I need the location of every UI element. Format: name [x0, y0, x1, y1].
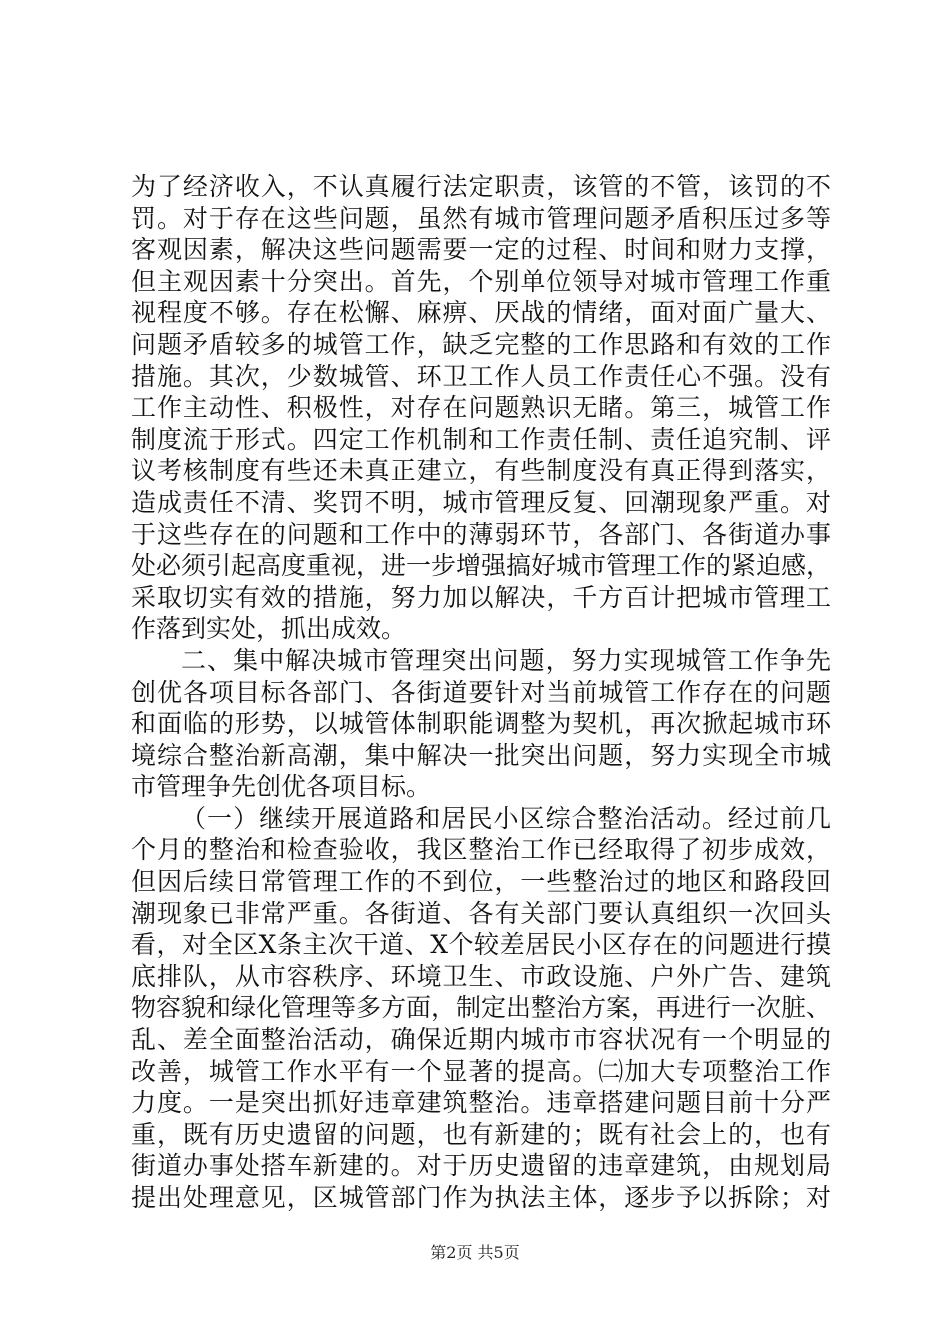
- text-line: 视程度不够。存在松懈、麻痹、厌战的情绪，面对面广量大、: [131, 298, 831, 328]
- text-line: 底排队，从市容秩序、环境卫生、市政设施、户外广告、建筑: [131, 961, 831, 991]
- text-line: 潮现象已非常严重。各街道、各有关部门要认真组织一次回头: [131, 898, 831, 928]
- text-line: 罚。对于存在这些问题，虽然有城市管理问题矛盾积压过多等: [131, 203, 831, 233]
- text-line: 街道办事处搭车新建的。对于历史遗留的违章建筑，由规划局: [131, 1151, 831, 1181]
- text-line: 境综合整治新高潮，集中解决一批突出问题，努力实现全市城: [131, 740, 831, 770]
- text-line: 作落到实处，抓出成效。: [131, 614, 407, 644]
- text-line: 客观因素，解决这些问题需要一定的过程、时间和财力支撑，: [131, 235, 831, 265]
- text-line: 措施。其次，少数城管、环卫工作人员工作责任心不强。没有: [131, 361, 831, 391]
- text-line: 乱、差全面整治活动，确保近期内城市市容状况有一个明显的: [131, 1025, 831, 1055]
- text-line: 处必须引起高度重视，进一步增强搞好城市管理工作的紧迫感，: [131, 551, 832, 581]
- text-line: 创优各项目标各部门、各街道要针对当前城管工作存在的问题: [131, 677, 831, 707]
- text-line: 但主观因素十分突出。首先，个别单位领导对城市管理工作重: [131, 266, 831, 296]
- text-line: 为了经济收入，不认真履行法定职责，该管的不管，该罚的不: [131, 172, 831, 201]
- text-line: 物容貌和绿化管理等多方面，制定出整治方案，再进行一次脏、: [131, 993, 832, 1023]
- text-line: 力度。一是突出抓好违章建筑整治。违章搭建问题目前十分严: [131, 1088, 831, 1118]
- text-line: 但因后续日常管理工作的不到位，一些整治过的地区和路段回: [131, 867, 831, 897]
- text-line: 看，对全区X条主次干道、X个较差居民小区存在的问题进行摸: [131, 930, 831, 960]
- text-line: 造成责任不清、奖罚不明，城市管理反复、回潮现象严重。对: [131, 487, 831, 517]
- text-line: 重，既有历史遗留的问题，也有新建的；既有社会上的，也有: [131, 1119, 831, 1149]
- document-body: [131, 171, 831, 1214]
- text-line: 提出处理意见，区城管部门作为执法主体，逐步予以拆除；对: [131, 1183, 831, 1212]
- text-line: 和面临的形势，以城管体制职能调整为契机，再次掀起城市环: [131, 709, 831, 739]
- page-footer: 第2页 共5页: [430, 1243, 520, 1262]
- text-line: 个月的整治和检查验收，我区整治工作已经取得了初步成效，: [131, 835, 831, 865]
- text-line: 市管理争先创优各项目标。: [131, 772, 432, 802]
- text-line: 工作主动性、积极性，对存在问题熟识无睹。第三，城管工作: [131, 393, 831, 423]
- text-line: 问题矛盾较多的城管工作，缺乏完整的工作思路和有效的工作: [131, 329, 831, 359]
- text-line: 改善，城管工作水平有一个显著的提高。㈡加大专项整治工作: [131, 1056, 831, 1086]
- text-line: 采取切实有效的措施，努力加以解决，千方百计把城市管理工: [131, 582, 831, 612]
- text-line: 制度流于形式。四定工作机制和工作责任制、责任追究制、评: [131, 424, 831, 454]
- text-line: 二、集中解决城市管理突出问题，努力实现城管工作争先: [181, 645, 831, 675]
- text-line: 议考核制度有些还未真正建立，有些制度没有真正得到落实，: [131, 456, 831, 486]
- text-line: 于这些存在的问题和工作中的薄弱环节，各部门、各街道办事: [131, 519, 831, 549]
- text-line: （一）继续开展道路和居民小区综合整治活动。经过前几: [181, 803, 831, 833]
